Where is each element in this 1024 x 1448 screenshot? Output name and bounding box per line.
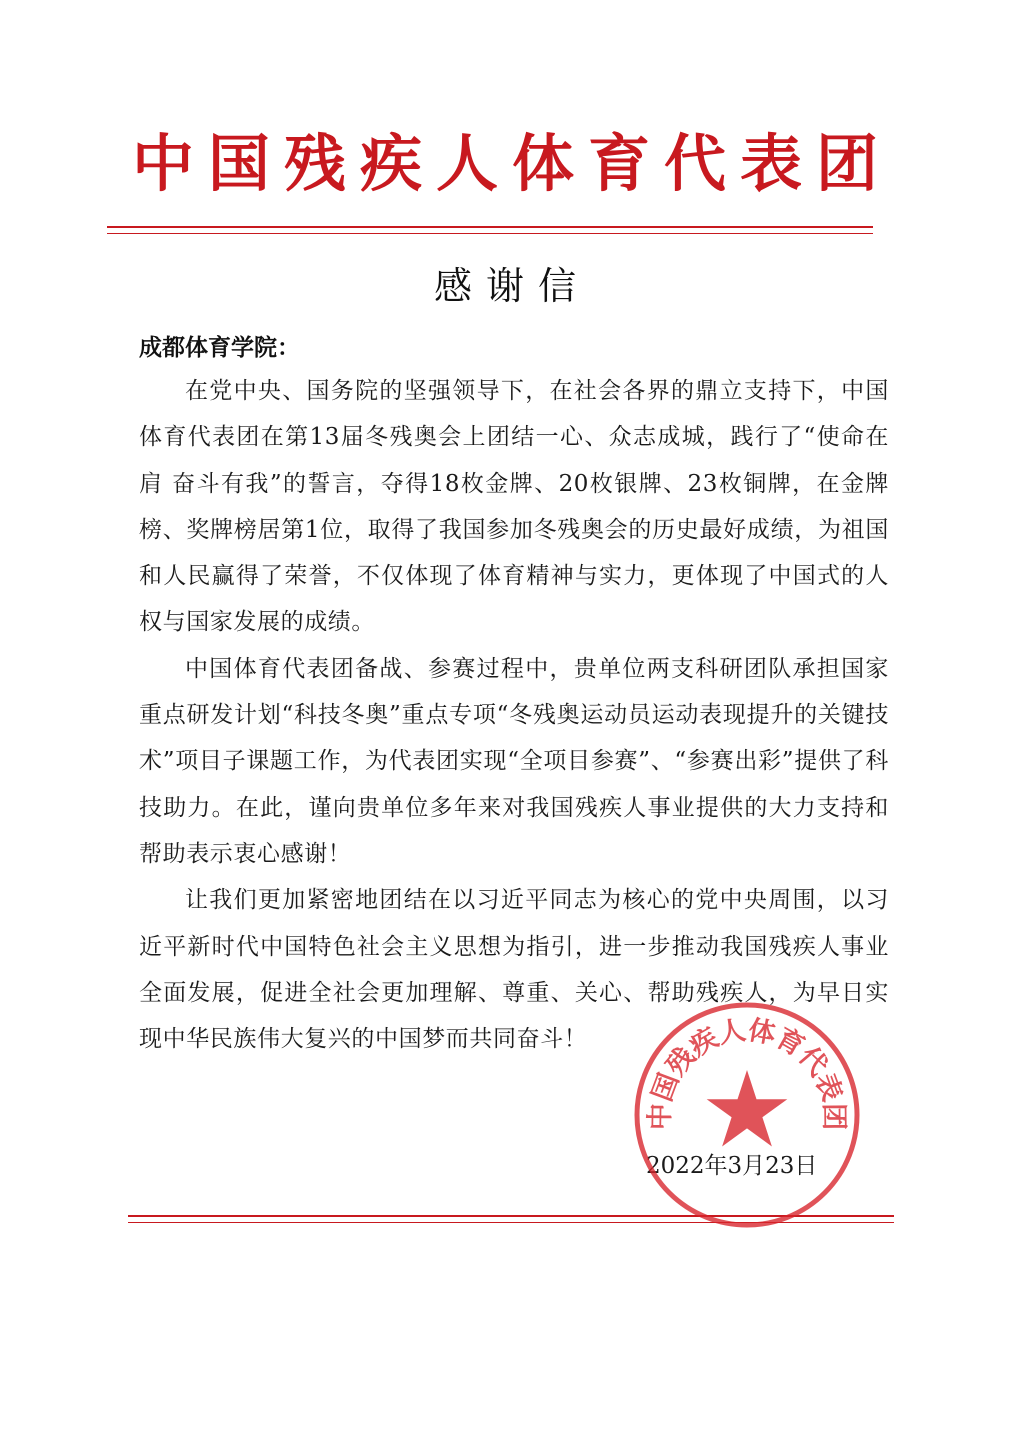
letter-title: 感谢信	[433, 264, 590, 308]
letter-date: 2022年3月23日	[646, 1153, 818, 1179]
seal-text: 中国残疾人体育代表团	[644, 1014, 850, 1131]
star-icon	[707, 1070, 788, 1147]
salutation: 成都体育学院：	[139, 334, 300, 361]
paragraph-1: 在党中央、国务院的坚强领导下，在社会各界的鼎立支持下，中国体育代表团在第13届冬残奥会上团结一心、众志成城，践行了“使命在肩 奋斗有我”的誓言，夺得18枚金牌、20枚银牌、23枚铜牌，在金牌榜、奖牌榜居第1位，取得了我国参加冬残奥会的历史最好成绩，为祖国和人民赢得了荣誉，不仅体现了体育精神与实力，更体现了中国式的人权与国家发展的成绩。	[139, 378, 889, 636]
official-seal	[632, 1000, 862, 1230]
header-divider-thin	[107, 233, 873, 234]
paragraph-3: 让我们更加紧密地团结在以习近平同志为核心的党中央周围，以习近平新时代中国特色社会主义思想为指引，进一步推动我国残疾人事业全面发展，促进全社会更加理解、尊重、关心、帮助残疾人，为早日实现中华民族伟大复兴的中国梦而共同奋斗！	[139, 887, 889, 1053]
letterhead-org-name: 中国残疾人体育代表团	[131, 127, 892, 200]
header-divider-thick	[107, 226, 873, 228]
paragraph-2: 中国体育代表团备战、参赛过程中，贵单位两支科研团队承担国家重点研发计划“科技冬奥”重点专项“冬残奥运动员运动表现提升的关键技术”项目子课题工作，为代表团实现“全项目参赛”、“参赛出彩”提供了科技助力。在此，谨向贵单位多年来对我国残疾人事业提供的大力支持和帮助表示衷心感谢！	[139, 655, 889, 867]
letter-body	[139, 368, 889, 1062]
